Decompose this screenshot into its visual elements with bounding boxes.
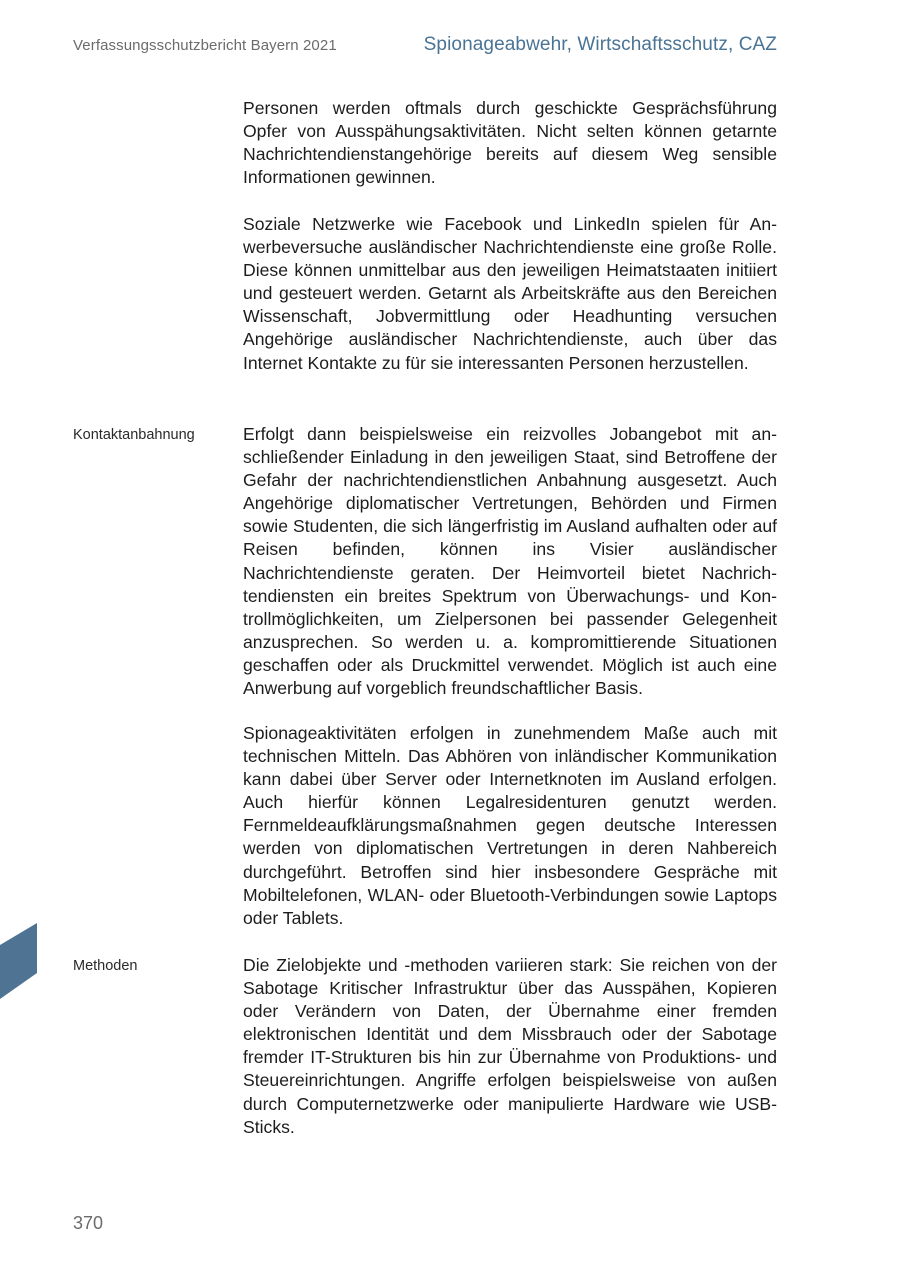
section-marker-tab xyxy=(0,923,37,999)
margin-label-methoden: Methoden xyxy=(73,958,138,974)
paragraph-3: Erfolgt dann beispielsweise ein reizvolles Jobangebot mit anschließender Einladung in den jeweiligen Staat, sind Betroffene der Gefahr der nachrichtendienstlichen Anbahnung ausgesetzt. Auch Angehörige diplomatischer Vertretungen, Behörden und Firmen sowie Studenten, die sich längerfristig im Ausland aufhalten oder auf Reisen befinden, können ins Visier ausländischer Nachrichtendienste geraten. Der Heimvorteil bietet Nachrichtendiensten ein breites Spektrum von Überwachungs- und Kontrollmöglichkeiten, um Zielpersonen bei passender Gelegenheit anzusprechen. So werden u. a. kompromittierende Situationen geschaffen oder als Druckmittel verwendet. Möglich ist auch eine Anwerbung auf vorgeblich freundschaftlicher Basis. xyxy=(243,424,777,699)
margin-label-kontaktanbahnung: Kontaktanbahnung xyxy=(73,427,195,443)
paragraph-4: Spionageaktivitäten erfolgen in zunehmendem Maße auch mit technischen Mitteln. Das Abhören von inländischer Kommunikation kann dabei über Server oder Internetknoten im Ausland erfolgen. Auch hierfür können Legalresidenturen genutzt werden. Fernmeldeaufklärungsmaßnahmen gegen deutsche Interessen werden von diplomatischen Vertretungen in deren Nahbereich durchgeführt. Betroffen sind hier insbesondere Gespräche mit Mobiltelefonen, WLAN- oder Bluetooth-Verbindungen sowie Laptops oder Tablets. xyxy=(243,723,777,928)
paragraph-1: Personen werden oftmals durch geschickte Gesprächsführung Opfer von Ausspähungsaktivitäten. Nicht selten können getarnte Nachrichtendienstangehörige bereits auf diesem Weg sensible Informationen gewinnen. xyxy=(243,98,777,188)
paragraph-5: Die Zielobjekte und -methoden variieren stark: Sie reichen von der Sabotage Kritischer Infrastruktur über das Ausspähen, Kopieren oder Verändern von Daten, der Übernahme einer fremden elektronischen Identität und dem Missbrauch oder der Sabotage fremder IT-Strukturen bis hin zur Übernahme von Produktions- und Steuereinrichtungen. Angriffe erfolgen beispielsweise von außen durch Computernetzwerke oder manipulierte Hardware wie USB-Sticks. xyxy=(243,955,777,1137)
section-title: Spionageabwehr, Wirtschaftsschutz, CAZ xyxy=(423,34,777,55)
page-number: 370 xyxy=(73,1213,104,1233)
report-title: Verfassungsschutzbericht Bayern 2021 xyxy=(73,37,337,54)
paragraph-2: Soziale Netzwerke wie Facebook und LinkedIn spielen für Anwerbeversuche ausländischer Nachrichtendienste eine große Rolle. Diese können unmittelbar aus den jeweiligen Heimatstaaten initiiert und gesteuert werden. Getarnt als Arbeitskräfte aus den Bereichen Wissenschaft, Jobvermittlung oder Headhunting versuchen Angehörige ausländischer Nachrichtendienste, auch über das Internet Kontakte zu für sie interessanten Personen herzustellen. xyxy=(243,214,777,373)
